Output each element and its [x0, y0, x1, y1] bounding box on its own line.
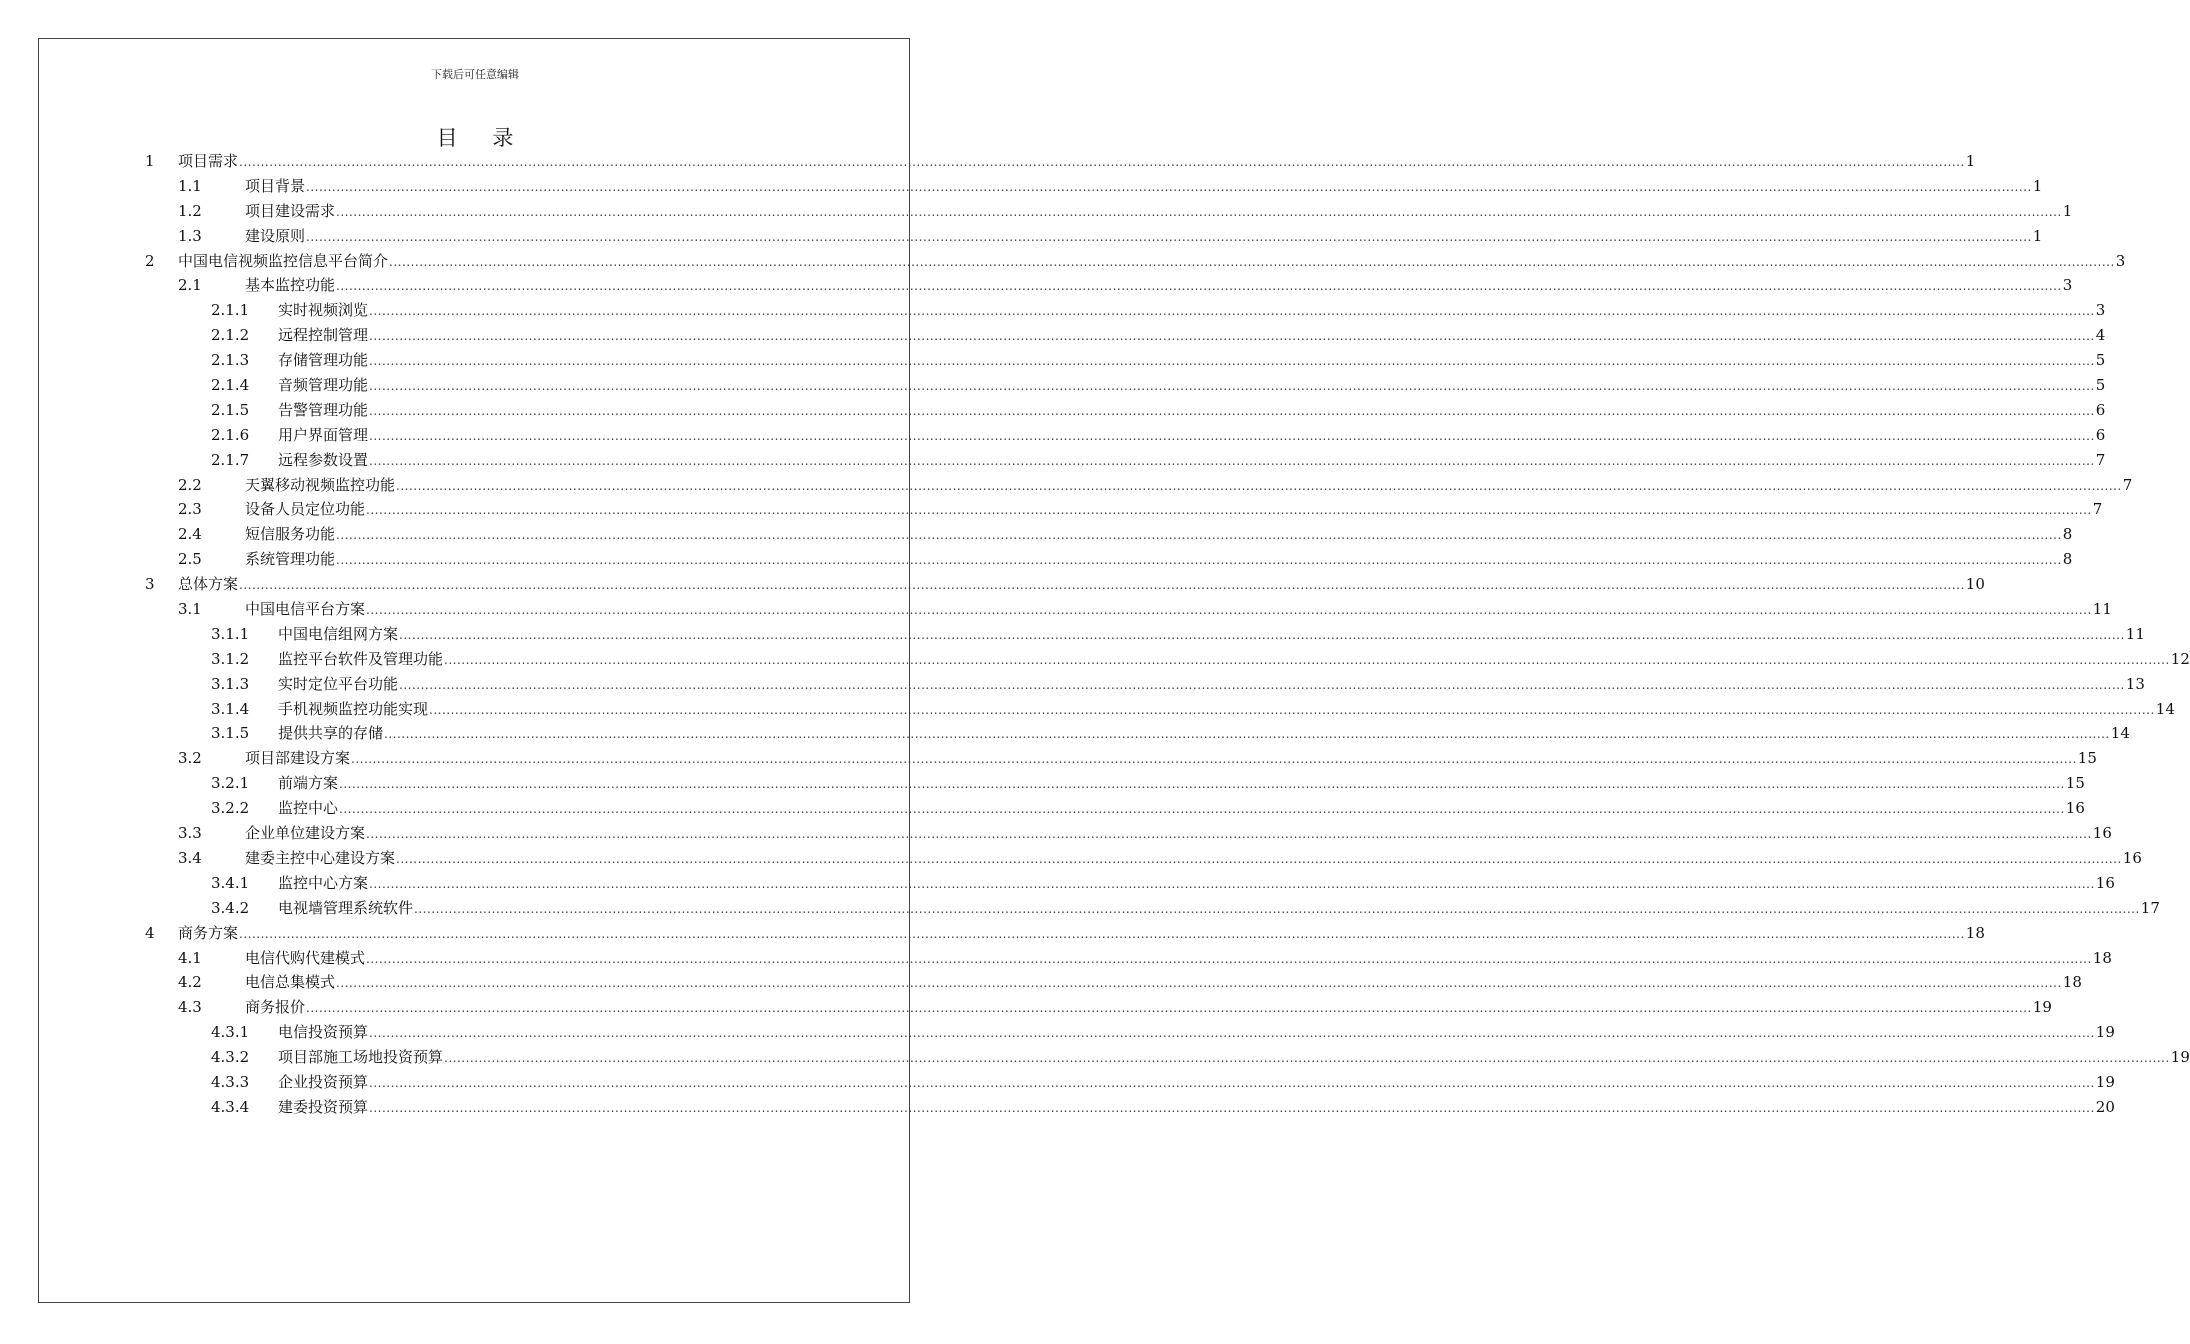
toc-entry-number: 2.5: [178, 550, 202, 569]
toc-entry-title[interactable]: 建设原则: [245, 226, 306, 245]
toc-entry-page: 19: [2095, 1023, 2115, 1042]
toc-dot-leader: ................................................................................................................................................................................................................................................................................................................................................................................................................: [399, 627, 2125, 642]
toc-entry-title[interactable]: 建委投资预算: [278, 1097, 369, 1116]
toc-dot-leader: ................................................................................................................................................................................................................................................................................................................................................................................................................: [369, 876, 2095, 891]
toc-entry-page: 18: [2062, 973, 2082, 992]
toc-entry-page: 16: [2092, 824, 2112, 843]
toc-entry-page: 17: [2140, 898, 2160, 917]
toc-entry-title[interactable]: 用户界面管理: [278, 425, 369, 444]
toc-dot-leader: ................................................................................................................................................................................................................................................................................................................................................................................................................: [369, 403, 2095, 418]
toc-entry[interactable]: [0, 771, 2085, 796]
toc-entry[interactable]: [0, 224, 2043, 249]
toc-entry[interactable]: [0, 721, 2130, 746]
table-of-contents: [0, 149, 2190, 1120]
toc-dot-leader: ................................................................................................................................................................................................................................................................................................................................................................................................................: [351, 752, 2077, 767]
toc-entry-title[interactable]: 监控中心方案: [278, 873, 369, 892]
toc-entry-page: 19: [2170, 1048, 2190, 1067]
toc-entry[interactable]: [0, 647, 2190, 672]
toc-dot-leader: ................................................................................................................................................................................................................................................................................................................................................................................................................: [369, 304, 2095, 319]
toc-dot-leader: ................................................................................................................................................................................................................................................................................................................................................................................................................: [444, 652, 2170, 667]
toc-dot-leader: ................................................................................................................................................................................................................................................................................................................................................................................................................: [239, 155, 1965, 169]
toc-dot-leader: ................................................................................................................................................................................................................................................................................................................................................................................................................: [369, 1075, 2095, 1090]
toc-entry-page: 6: [2095, 425, 2106, 444]
toc-entry-page: 6: [2095, 400, 2106, 419]
toc-entry-page: 7: [2095, 450, 2106, 469]
toc-entry-page: 8: [2062, 525, 2073, 544]
toc-dot-leader: ................................................................................................................................................................................................................................................................................................................................................................................................................: [369, 1100, 2095, 1115]
toc-entry-number: 3: [145, 575, 155, 594]
toc-dot-leader: ................................................................................................................................................................................................................................................................................................................................................................................................................: [414, 901, 2140, 916]
toc-dot-leader: ................................................................................................................................................................................................................................................................................................................................................................................................................: [444, 1051, 2170, 1066]
toc-dot-leader: ................................................................................................................................................................................................................................................................................................................................................................................................................: [336, 204, 2062, 219]
toc-entry-page: 12: [2170, 649, 2190, 668]
toc-entry-number: 3.1.2: [211, 649, 250, 668]
toc-entry-page: 20: [2095, 1097, 2115, 1116]
toc-entry-title[interactable]: 远程控制管理: [278, 326, 369, 345]
toc-entry-number: 3.1.3: [211, 674, 250, 693]
toc-entry-number: 2.1.3: [211, 351, 250, 370]
toc-entry-page: 11: [2125, 624, 2145, 643]
toc-entry-number: 3.2.1: [211, 774, 250, 793]
toc-entry-number: 4.3: [178, 998, 202, 1017]
toc-entry-title[interactable]: 商务方案: [178, 923, 239, 942]
toc-dot-leader: ................................................................................................................................................................................................................................................................................................................................................................................................................: [369, 428, 2095, 443]
toc-entry[interactable]: [0, 572, 1985, 597]
toc-dot-leader: ................................................................................................................................................................................................................................................................................................................................................................................................................: [369, 354, 2095, 369]
toc-entry-page: 14: [2110, 724, 2130, 743]
toc-entry[interactable]: [0, 946, 2112, 971]
toc-dot-leader: ................................................................................................................................................................................................................................................................................................................................................................................................................: [366, 603, 2092, 618]
toc-entry-title[interactable]: 建委主控中心建设方案: [245, 848, 396, 867]
toc-dot-leader: ................................................................................................................................................................................................................................................................................................................................................................................................................: [336, 553, 2062, 568]
toc-entry[interactable]: [0, 273, 2073, 298]
toc-entry-number: 2.3: [178, 500, 202, 519]
toc-entry-title[interactable]: 基本监控功能: [245, 276, 336, 295]
toc-entry-page: 1: [1965, 152, 1976, 170]
toc-entry-number: 4.3.1: [211, 1023, 250, 1042]
toc-entry-title[interactable]: 告警管理功能: [278, 400, 369, 419]
toc-entry-number: 1: [145, 152, 155, 170]
toc-entry-number: 3.1.4: [211, 699, 250, 718]
toc-entry-title[interactable]: 前端方案: [278, 774, 339, 793]
toc-entry[interactable]: [0, 622, 2145, 647]
toc-entry-number: 4.3.4: [211, 1097, 250, 1116]
toc-dot-leader: ................................................................................................................................................................................................................................................................................................................................................................................................................: [339, 777, 2065, 792]
toc-entry-title[interactable]: 手机视频监控功能实现: [278, 699, 429, 718]
toc-entry-number: 1.1: [178, 176, 202, 195]
toc-dot-leader: ................................................................................................................................................................................................................................................................................................................................................................................................................: [369, 1026, 2095, 1041]
toc-entry-title[interactable]: 监控中心: [278, 799, 339, 818]
toc-entry-number: 3.1.5: [211, 724, 250, 743]
toc-dot-leader: ................................................................................................................................................................................................................................................................................................................................................................................................................: [384, 727, 2110, 742]
toc-entry[interactable]: [0, 1070, 2115, 1095]
toc-entry-number: 2.1.6: [211, 425, 250, 444]
toc-entry-number: 2.1.7: [211, 450, 250, 469]
toc-entry[interactable]: [0, 323, 2106, 348]
toc-entry[interactable]: [0, 398, 2106, 423]
toc-entry-title[interactable]: 音频管理功能: [278, 376, 369, 395]
toc-entry-title[interactable]: 电视墙管理系统软件: [278, 898, 414, 917]
toc-entry-page: 15: [2065, 774, 2085, 793]
toc-dot-leader: ................................................................................................................................................................................................................................................................................................................................................................................................................: [369, 329, 2095, 344]
toc-entry-title[interactable]: 中国电信组网方案: [278, 624, 399, 643]
toc-entry[interactable]: [0, 995, 2052, 1020]
toc-entry-title[interactable]: 中国电信平台方案: [245, 600, 366, 619]
toc-entry[interactable]: [0, 821, 2112, 846]
toc-entry[interactable]: [0, 846, 2142, 871]
toc-dot-leader: ................................................................................................................................................................................................................................................................................................................................................................................................................: [366, 827, 2092, 842]
toc-entry-title[interactable]: 电信总集模式: [245, 973, 336, 992]
toc-entry[interactable]: [0, 547, 2073, 572]
toc-dot-leader: ................................................................................................................................................................................................................................................................................................................................................................................................................: [336, 528, 2062, 543]
toc-entry-page: 1: [2032, 226, 2043, 245]
toc-entry-title[interactable]: 设备人员定位功能: [245, 500, 366, 519]
toc-entry-page: 15: [2077, 749, 2097, 768]
toc-entry-number: 2.1: [178, 276, 202, 295]
toc-entry-page: 13: [2125, 674, 2145, 693]
toc-entry-number: 3.3: [178, 824, 202, 843]
toc-entry-number: 4.3.2: [211, 1048, 250, 1067]
toc-entry-page: 5: [2095, 376, 2106, 395]
toc-dot-leader: ................................................................................................................................................................................................................................................................................................................................................................................................................: [369, 453, 2095, 468]
toc-entry-page: 7: [2122, 475, 2133, 494]
toc-entry[interactable]: [0, 174, 2043, 199]
toc-entry-title[interactable]: 商务报价: [245, 998, 306, 1017]
toc-entry-title[interactable]: 电信投资预算: [278, 1023, 369, 1042]
toc-dot-leader: ................................................................................................................................................................................................................................................................................................................................................................................................................: [429, 702, 2155, 717]
toc-entry-page: 8: [2062, 550, 2073, 569]
toc-title: 目 录: [436, 126, 528, 150]
toc-entry-title[interactable]: 项目部建设方案: [245, 749, 351, 768]
toc-entry-title[interactable]: 远程参数设置: [278, 450, 369, 469]
toc-entry-number: 4.2: [178, 973, 202, 992]
toc-entry-title[interactable]: 电信代购代建模式: [245, 948, 366, 967]
toc-entry-title[interactable]: 监控平台软件及管理功能: [278, 649, 444, 668]
toc-dot-leader: ................................................................................................................................................................................................................................................................................................................................................................................................................: [399, 677, 2125, 692]
toc-entry-number: 3.4.1: [211, 873, 250, 892]
toc-dot-leader: ................................................................................................................................................................................................................................................................................................................................................................................................................: [369, 379, 2095, 394]
toc-entry-title[interactable]: 项目背景: [245, 176, 306, 195]
toc-entry-number: 2.1.1: [211, 301, 250, 320]
toc-entry[interactable]: [0, 448, 2106, 473]
toc-entry-number: 2.4: [178, 525, 202, 544]
toc-entry-number: 2.1.4: [211, 376, 250, 395]
toc-entry-page: 18: [1965, 923, 1985, 942]
toc-entry-page: 1: [2032, 176, 2043, 195]
toc-entry[interactable]: [0, 149, 1976, 174]
toc-dot-leader: ................................................................................................................................................................................................................................................................................................................................................................................................................: [366, 503, 2092, 518]
toc-entry-number: 3.2: [178, 749, 202, 768]
toc-entry[interactable]: [0, 697, 2175, 722]
toc-entry-number: 4.3.3: [211, 1072, 250, 1091]
toc-entry-title[interactable]: 项目建设需求: [245, 201, 336, 220]
toc-entry[interactable]: [0, 298, 2106, 323]
toc-entry-title[interactable]: 系统管理功能: [245, 550, 336, 569]
toc-entry-page: 3: [2095, 301, 2106, 320]
toc-entry-page: 18: [2092, 948, 2112, 967]
toc-dot-leader: ................................................................................................................................................................................................................................................................................................................................................................................................................: [389, 254, 2115, 269]
toc-entry-number: 4.1: [178, 948, 202, 967]
toc-entry[interactable]: [0, 1095, 2115, 1120]
toc-entry-title[interactable]: 中国电信视频监控信息平台简介: [178, 251, 389, 270]
toc-entry-number: 3.4: [178, 848, 202, 867]
toc-entry-number: 2: [145, 251, 155, 270]
toc-entry-title[interactable]: 项目部施工场地投资预算: [278, 1048, 444, 1067]
toc-entry-page: 16: [2065, 799, 2085, 818]
toc-entry-page: 3: [2062, 276, 2073, 295]
toc-entry-number: 4: [145, 923, 155, 942]
toc-entry[interactable]: [0, 746, 2097, 771]
toc-entry-page: 14: [2155, 699, 2175, 718]
toc-entry-page: 11: [2092, 600, 2112, 619]
toc-entry[interactable]: [0, 896, 2160, 921]
toc-entry-title[interactable]: 企业单位建设方案: [245, 824, 366, 843]
toc-entry-page: 10: [1965, 575, 1985, 594]
toc-entry[interactable]: [0, 522, 2073, 547]
toc-dot-leader: ................................................................................................................................................................................................................................................................................................................................................................................................................: [396, 478, 2122, 493]
toc-entry[interactable]: [0, 348, 2106, 373]
toc-entry[interactable]: [0, 373, 2106, 398]
toc-entry-number: 1.3: [178, 226, 202, 245]
toc-entry-title[interactable]: 总体方案: [178, 575, 239, 594]
toc-entry-page: 5: [2095, 351, 2106, 370]
toc-entry-title[interactable]: 提供共享的存储: [278, 724, 384, 743]
toc-dot-leader: ................................................................................................................................................................................................................................................................................................................................................................................................................: [339, 802, 2065, 817]
toc-entry-title[interactable]: 项目需求: [178, 152, 239, 170]
toc-entry[interactable]: [0, 796, 2085, 821]
header-note: 下载后可任意编辑: [431, 68, 519, 81]
toc-entry-number: 3.4.2: [211, 898, 250, 917]
toc-dot-leader: ................................................................................................................................................................................................................................................................................................................................................................................................................: [306, 179, 2032, 194]
toc-entry-number: 3.1: [178, 600, 202, 619]
toc-entry-title[interactable]: 企业投资预算: [278, 1072, 369, 1091]
toc-dot-leader: ................................................................................................................................................................................................................................................................................................................................................................................................................: [396, 851, 2122, 866]
toc-entry[interactable]: [0, 871, 2115, 896]
toc-entry[interactable]: [0, 921, 1985, 946]
toc-entry-number: 2.1.5: [211, 400, 250, 419]
toc-entry[interactable]: [0, 199, 2073, 224]
toc-entry-page: 1: [2062, 201, 2073, 220]
toc-entry-page: 19: [2095, 1072, 2115, 1091]
toc-dot-leader: ................................................................................................................................................................................................................................................................................................................................................................................................................: [239, 578, 1965, 593]
toc-dot-leader: ................................................................................................................................................................................................................................................................................................................................................................................................................: [336, 279, 2062, 294]
toc-entry[interactable]: [0, 970, 2082, 995]
toc-entry-page: 16: [2122, 848, 2142, 867]
toc-entry-title[interactable]: 实时视频浏览: [278, 301, 369, 320]
toc-entry-number: 3.2.2: [211, 799, 250, 818]
toc-entry[interactable]: [0, 597, 2112, 622]
toc-dot-leader: ................................................................................................................................................................................................................................................................................................................................................................................................................: [336, 976, 2062, 991]
toc-entry[interactable]: [0, 249, 2126, 274]
toc-entry-page: 4: [2095, 326, 2106, 345]
toc-entry[interactable]: [0, 1020, 2115, 1045]
toc-entry-title[interactable]: 天翼移动视频监控功能: [245, 475, 396, 494]
toc-dot-leader: ................................................................................................................................................................................................................................................................................................................................................................................................................: [306, 229, 2032, 244]
toc-entry-page: 19: [2032, 998, 2052, 1017]
toc-entry-title[interactable]: 存储管理功能: [278, 351, 369, 370]
toc-entry-page: 7: [2092, 500, 2103, 519]
toc-entry-number: 3.1.1: [211, 624, 250, 643]
toc-entry-number: 2.2: [178, 475, 202, 494]
toc-entry-title[interactable]: 实时定位平台功能: [278, 674, 399, 693]
toc-entry[interactable]: [0, 423, 2106, 448]
toc-entry[interactable]: [0, 497, 2103, 522]
toc-entry-page: 16: [2095, 873, 2115, 892]
toc-dot-leader: ................................................................................................................................................................................................................................................................................................................................................................................................................: [239, 926, 1965, 941]
toc-entry[interactable]: [0, 473, 2133, 498]
toc-entry-page: 3: [2115, 251, 2126, 270]
toc-dot-leader: ................................................................................................................................................................................................................................................................................................................................................................................................................: [366, 951, 2092, 966]
toc-entry-number: 1.2: [178, 201, 202, 220]
toc-entry-title[interactable]: 短信服务功能: [245, 525, 336, 544]
toc-entry[interactable]: [0, 1045, 2190, 1070]
toc-dot-leader: ................................................................................................................................................................................................................................................................................................................................................................................................................: [306, 1001, 2032, 1016]
toc-entry[interactable]: [0, 672, 2145, 697]
toc-entry-number: 2.1.2: [211, 326, 250, 345]
